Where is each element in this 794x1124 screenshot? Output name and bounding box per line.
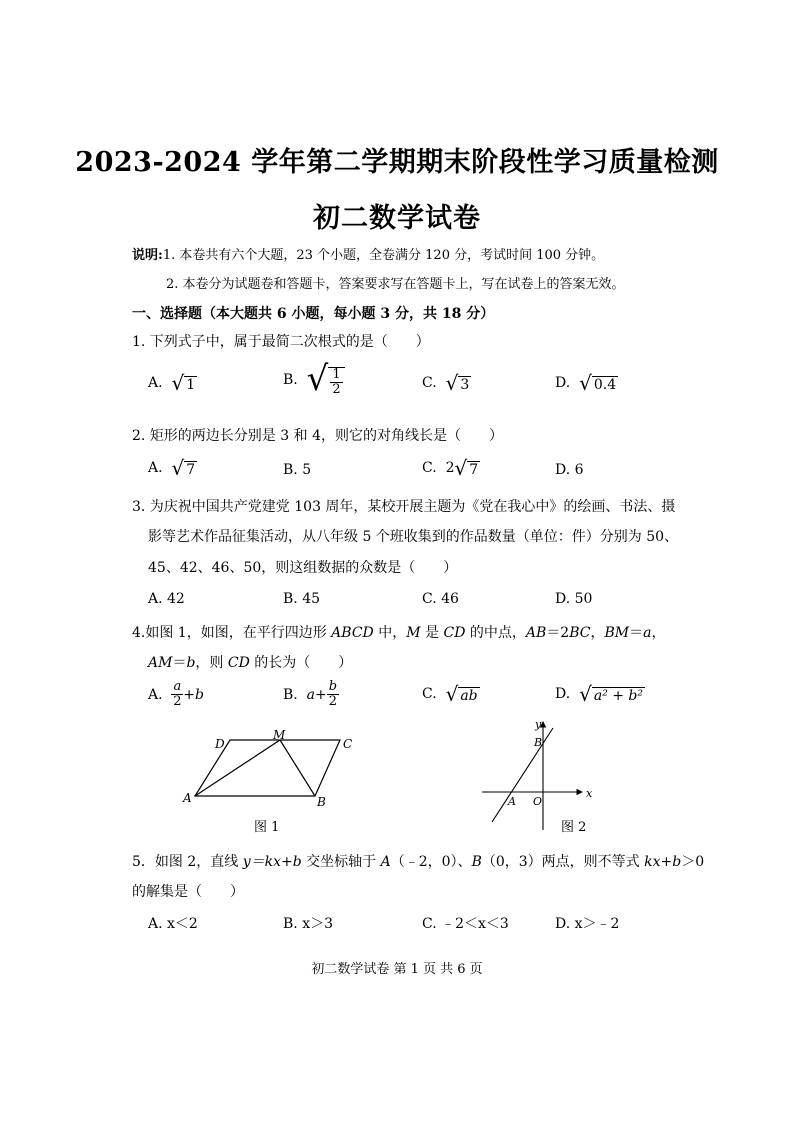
q2-option-a	[148, 458, 197, 478]
q4-option-b	[283, 680, 339, 710]
figure-1-caption: 图 1	[254, 820, 280, 835]
fig1-label-c: C	[343, 737, 353, 751]
q4-a-numerator: a	[173, 679, 182, 694]
q4-c-label: C.	[422, 686, 437, 702]
q3-option-d: D. 50	[555, 591, 593, 607]
q5-option-d: D. x＞﹣2	[555, 916, 620, 932]
q4-c-radical: √ ab	[445, 682, 478, 706]
q4-text: ，则	[195, 655, 228, 671]
q1-option-a	[148, 373, 197, 393]
exam-subtitle: 初二数学试卷	[313, 203, 481, 234]
q4-a-tail: +b	[183, 686, 204, 703]
q4-math: M	[406, 625, 421, 641]
q1-b-numerator: 1	[332, 367, 341, 382]
q4-text: 4.如图 1，如图，在平行四边形	[132, 625, 332, 641]
question-3-line-2: 影等艺术作品征集活动，从八年级 5 个班收集到的作品数量（单位：件）分别为 50、	[148, 529, 679, 545]
q5-math: y＝kx+b	[242, 854, 302, 870]
q1-option-d	[555, 373, 618, 393]
q2-a-label: A.	[148, 460, 163, 476]
page-footer: 初二数学试卷 第 1 页 共 6 页	[311, 962, 483, 977]
q4-text: 中，	[373, 625, 407, 641]
q4-a-fraction	[171, 680, 183, 710]
q4-text: ，	[590, 625, 605, 641]
fig2-label-y: y	[535, 718, 542, 731]
q5-text: （0，3）两点，则不等式	[481, 854, 645, 870]
q4-math: AM	[148, 655, 173, 671]
q2-option-b: B. 5	[283, 462, 312, 478]
q4-math: BC	[569, 625, 591, 641]
q1-b-radical: √ $\frac{1}{2}$	[307, 362, 345, 398]
q5-math: kx+b	[644, 854, 682, 870]
fig2-label-o: O	[533, 795, 543, 808]
figure-2-caption: 图 2	[561, 820, 587, 835]
line-y-kx-b	[492, 728, 553, 822]
fig1-label-m: M	[273, 728, 286, 742]
q1-option-c	[422, 373, 471, 393]
q1-d-radical: √ 0.4	[579, 371, 617, 395]
q4-b-denominator: 2	[328, 694, 338, 710]
q4-math: ABCD	[331, 625, 374, 641]
q5-math: A	[380, 854, 391, 870]
q4-math: CD	[227, 655, 250, 671]
q4-d-label: D.	[555, 686, 571, 702]
q4-a-denominator: 2	[173, 694, 182, 710]
fig2-label-a: A	[508, 795, 516, 808]
q1-a-radical: √ 1	[171, 371, 196, 395]
q1-b-denominator: 2	[332, 382, 341, 398]
q4-b-label: B.	[283, 686, 298, 703]
question-3-line-1: 3. 为庆祝中国共产党建党 103 周年，某校开展主题为《党在我心中》的绘画、书法、摄	[132, 499, 676, 515]
q4-b-numerator: b	[328, 679, 338, 694]
instructions-text-1: 1. 本卷共有六个大题，23 个小题，全卷满分 120 分，考试时间 100 分钟。	[162, 248, 605, 263]
section-heading-choice: 一、选择题（本大题共 6 小题，每小题 3 分，共 18 分）	[132, 306, 495, 322]
q4-text: 的长为（ ）	[249, 655, 353, 671]
q4-d-radicand: a² + b²	[593, 688, 644, 704]
fig2-label-b: B	[534, 736, 543, 749]
q5-text: （﹣2，0）、	[390, 854, 472, 870]
q4-a-label: A.	[148, 686, 163, 703]
q5-text: 交坐标轴于	[301, 854, 381, 870]
q5-text: 5．如图 2，直线	[132, 854, 243, 870]
q5-option-b: B. x＞3	[283, 916, 333, 932]
instructions-line-2: 2. 本卷分为试题卷和答题卡，答案要求写在答题卡上，写在试卷上的答案无效。	[166, 277, 625, 292]
q4-option-a	[148, 680, 204, 710]
q1-c-radical: √ 3	[445, 371, 470, 395]
q3-option-c: C. 46	[422, 591, 459, 607]
q2-option-d: D. 6	[555, 462, 584, 478]
q4-math: CD	[443, 625, 466, 641]
question-3-line-3: 45、42、46、50，则这组数据的众数是（ ）	[148, 560, 458, 576]
q4-b-head: a+	[306, 686, 327, 703]
q4-text: ＝	[629, 625, 644, 641]
q3-option-b: B. 45	[283, 591, 321, 607]
q4-b-fraction	[327, 680, 339, 710]
q1-b-label: B.	[283, 371, 298, 388]
segment-bm	[280, 740, 315, 796]
segment-am	[195, 740, 280, 796]
fig1-label-a: A	[183, 791, 192, 805]
q1-option-b	[283, 359, 345, 399]
q4-text: 的中点，	[465, 625, 526, 641]
exam-title: 2023-2024 学年第二学期期末阶段性学习质量检测	[75, 147, 719, 178]
q4-text: 是	[420, 625, 444, 641]
q1-a-label: A.	[148, 375, 163, 391]
q1-c-label: C.	[422, 375, 437, 391]
q4-math: a	[643, 625, 652, 641]
question-2-stem: 2. 矩形的两边长分别是 3 和 4，则它的对角线长是（ ）	[132, 428, 503, 444]
q2-c-label: C.	[422, 460, 437, 476]
question-5-line-2: 的解集是（ ）	[132, 884, 244, 900]
question-4-line-1	[132, 622, 665, 642]
q4-math: b	[186, 655, 196, 671]
q4-text: ＝	[172, 655, 187, 671]
question-4-line-2	[148, 652, 352, 672]
q1-c-radicand: 3	[460, 377, 470, 393]
q4-option-c	[422, 684, 480, 704]
q5-option-a: A. x＜2	[148, 916, 198, 932]
q3-option-a: A. 42	[148, 591, 185, 607]
instructions-line-1	[132, 244, 604, 263]
q4-d-radical: √ a² + b²	[579, 682, 644, 706]
figure-1-parallelogram	[175, 728, 365, 810]
fig2-label-x: x	[586, 787, 593, 800]
q4-c-radicand: ab	[460, 688, 478, 704]
q4-math: AB	[525, 625, 547, 641]
q2-c-radicand: 7	[469, 462, 479, 478]
q4-option-d	[555, 684, 645, 704]
instructions-label: 说明:	[132, 248, 163, 263]
q5-text: ＞0	[681, 854, 705, 870]
q4-text: ＝2	[546, 625, 570, 641]
q2-option-c	[422, 458, 480, 478]
q1-a-radicand: 1	[186, 377, 196, 393]
fig1-label-b: B	[317, 795, 326, 809]
question-1-stem: 1. 下列式子中，属于最简二次根式的是（ ）	[132, 334, 430, 350]
q5-math: B	[471, 854, 482, 870]
q2-c-coefficient: 2	[445, 460, 455, 476]
q4-text: ，	[651, 625, 666, 641]
q1-d-label: D.	[555, 375, 571, 391]
q2-a-radicand: 7	[186, 462, 196, 478]
q1-d-radicand: 0.4	[593, 377, 617, 393]
q2-c-radical: √ 7	[454, 456, 479, 480]
question-5-line-1	[132, 851, 704, 871]
q4-math: BM	[604, 625, 630, 641]
q5-option-c: C. ﹣2＜x＜3	[422, 916, 509, 932]
fig1-label-d: D	[215, 737, 225, 751]
q2-a-radical: √ 7	[171, 456, 196, 480]
